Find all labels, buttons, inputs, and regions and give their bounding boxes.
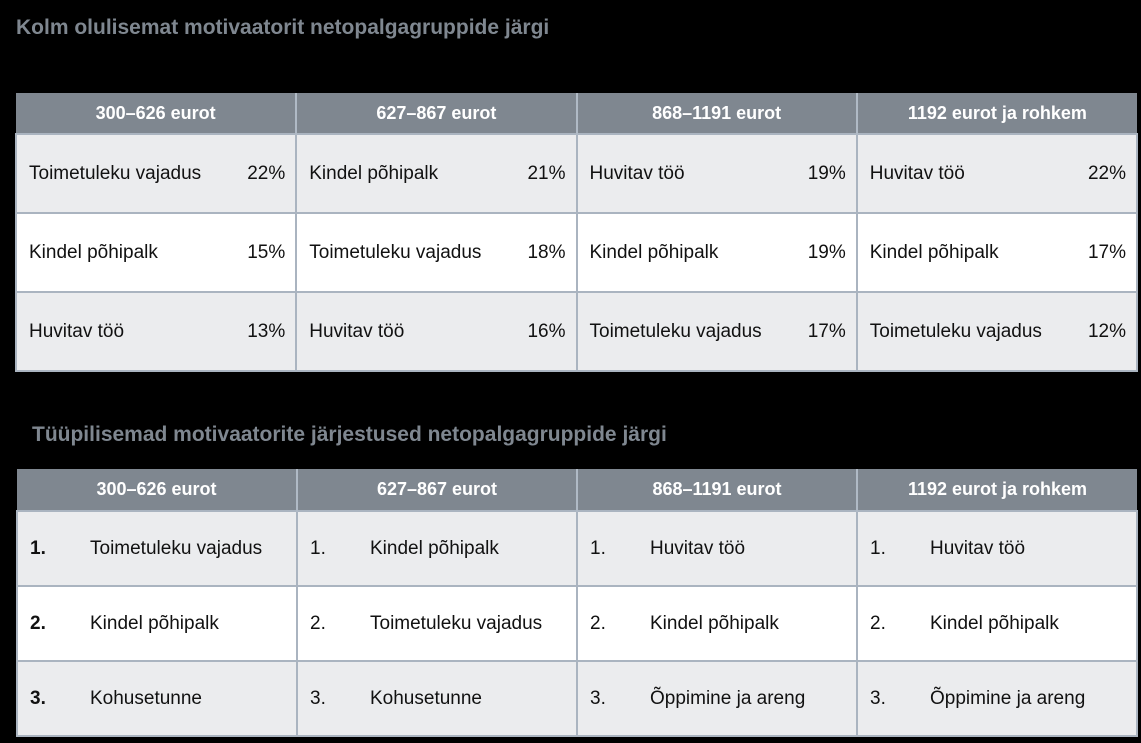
column-header: 300–626 eurot (16, 93, 296, 134)
motivator-label: Huvitav töö (869, 162, 965, 184)
motivator-label: Õppimine ja areng (930, 687, 1086, 709)
motivator-label: Kindel põhipalk (589, 241, 719, 263)
table2-title: Tüüpilisemad motivaatorite järjestused netopalgagruppide järgi (32, 423, 667, 446)
motivator-label: Kindel põhipalk (309, 162, 439, 184)
motivator-label: Huvitav töö (29, 320, 125, 342)
table-cell (577, 134, 857, 213)
motivator-percent: 19% (807, 241, 846, 263)
column-header: 868–1191 eurot (577, 93, 857, 134)
table-cell (857, 292, 1137, 371)
rank-number: 2. (870, 612, 886, 634)
column-header: 1192 eurot ja rohkem (857, 469, 1137, 511)
table-row (16, 292, 1137, 371)
table-cell (857, 134, 1137, 213)
table-cell (296, 292, 576, 371)
motivator-label: Toimetuleku vajadus (29, 162, 202, 184)
motivator-label: Kohusetunne (370, 687, 482, 709)
rank-number: 3. (590, 687, 606, 709)
table-cell (16, 213, 296, 292)
motivator-label: Kindel põhipalk (650, 612, 779, 634)
motivator-percent: 18% (527, 241, 566, 263)
table-cell (577, 292, 857, 371)
table-cell (857, 661, 1137, 736)
motivator-percent: 16% (527, 320, 566, 342)
motivator-percent: 17% (1087, 241, 1126, 263)
motivator-percent: 12% (1087, 320, 1126, 342)
table-cell (577, 213, 857, 292)
motivator-label: Kohusetunne (90, 687, 202, 709)
rank-number: 3. (310, 687, 326, 709)
table-cell (857, 511, 1137, 586)
motivator-percent: 21% (527, 162, 566, 184)
table-row (17, 661, 1137, 736)
table-cell (297, 661, 577, 736)
column-header: 627–867 eurot (296, 93, 576, 134)
rank-number: 1. (870, 537, 886, 559)
motivator-percent: 19% (807, 162, 846, 184)
table-cell (296, 213, 576, 292)
rank-number: 2. (310, 612, 326, 634)
rank-number: 3. (30, 687, 46, 709)
table-row (16, 134, 1137, 213)
motivator-label: Kindel põhipalk (930, 612, 1059, 634)
motivator-label: Kindel põhipalk (29, 241, 158, 263)
motivator-label: Toimetuleku vajadus (589, 320, 762, 342)
motivator-label: Toimetuleku vajadus (90, 537, 263, 559)
table-cell (17, 586, 297, 661)
motivator-label: Huvitav töö (589, 162, 685, 184)
motivator-label: Kindel põhipalk (90, 612, 219, 634)
motivator-label: Toimetuleku vajadus (370, 612, 543, 634)
table-cell (297, 511, 577, 586)
motivator-label: Huvitav töö (650, 537, 746, 559)
column-header: 627–867 eurot (297, 469, 577, 511)
motivator-percent: 17% (807, 320, 846, 342)
rank-number: 1. (310, 537, 326, 559)
motivator-percent: 13% (247, 320, 286, 342)
table-cell (17, 661, 297, 736)
table-cell (16, 292, 296, 371)
rank-number: 2. (590, 612, 606, 634)
motivator-label: Kindel põhipalk (869, 241, 999, 263)
column-header: 1192 eurot ja rohkem (857, 93, 1137, 134)
table-cell (296, 134, 576, 213)
motivator-label: Toimetuleku vajadus (309, 241, 482, 263)
table-cell (16, 134, 296, 213)
motivator-label: Kindel põhipalk (370, 537, 499, 559)
table-header-row (17, 469, 1137, 511)
table-cell (577, 661, 857, 736)
motivator-label: Õppimine ja areng (650, 687, 806, 709)
table-cell (577, 511, 857, 586)
motivator-label: Huvitav töö (309, 320, 405, 342)
motivator-percent: 22% (247, 162, 286, 184)
table-row (17, 511, 1137, 586)
top-motivators-table (15, 93, 1138, 372)
table-row (16, 213, 1137, 292)
motivator-percent: 15% (247, 241, 286, 263)
rank-number: 2. (30, 612, 46, 634)
motivator-percent: 22% (1087, 162, 1126, 184)
table1-title: Kolm olulisemat motivaatorit netopalgagruppide järgi (16, 16, 550, 39)
table-cell (297, 586, 577, 661)
column-header: 868–1191 eurot (577, 469, 857, 511)
table-cell (857, 213, 1137, 292)
column-header: 300–626 eurot (17, 469, 297, 511)
motivator-label: Huvitav töö (930, 537, 1026, 559)
table-cell (857, 586, 1137, 661)
motivator-label: Toimetuleku vajadus (869, 320, 1042, 342)
table-cell (17, 511, 297, 586)
table-row (17, 586, 1137, 661)
rank-number: 3. (870, 687, 886, 709)
rank-number: 1. (590, 537, 606, 559)
table-cell (577, 586, 857, 661)
table-header-row (16, 93, 1137, 134)
rank-number: 1. (30, 537, 46, 559)
motivator-ranking-table (16, 469, 1138, 737)
